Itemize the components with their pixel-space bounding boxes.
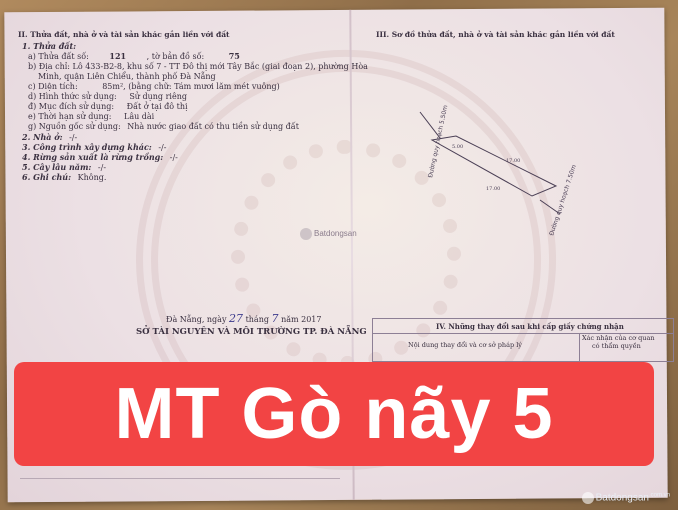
- watermark-logo-icon: [300, 228, 312, 240]
- issuing-authority: SỞ TÀI NGUYÊN VÀ MÔI TRƯỜNG TP. ĐÀ NẴNG: [136, 327, 367, 337]
- land-heading: 1. Thửa đất:: [22, 41, 77, 51]
- usage-form-label: d) Hình thức sử dụng:: [28, 92, 117, 101]
- top-dimension: 17.00: [506, 158, 521, 164]
- listing-banner: [14, 362, 654, 466]
- section-iii-title: III. Sơ đồ thửa đất, nhà ở và tài sản khác gắn liền với đất: [376, 30, 615, 39]
- changes-col-confirm-2: có thẩm quyền: [592, 342, 641, 350]
- usage-term-value: Lâu dài: [124, 112, 155, 121]
- section-ii-title: II. Thửa đất, nhà ở và tài sản khác gắn liền với đất: [18, 30, 230, 39]
- other-construction-row: 3. Công trình xây dựng khác: -/-: [22, 142, 167, 152]
- batdongsan-logo-icon: [582, 492, 594, 504]
- usage-purpose-value: Đất ở tại đô thị: [126, 102, 188, 111]
- sign-month-handwritten: 7: [271, 312, 279, 325]
- perennial-trees-row: 5. Cây lâu năm: -/-: [22, 162, 107, 172]
- area-value: 85m², (bằng chữ: Tám mươi lăm mét vuông): [102, 82, 280, 91]
- banner-text: MT Gò nãy 5: [114, 374, 554, 454]
- planted-forest-row: 4. Rừng sản xuất là rừng trồng: -/-: [22, 152, 178, 162]
- usage-form-value: Sử dụng riêng: [129, 92, 187, 101]
- usage-term-label: e) Thời hạn sử dụng:: [28, 112, 112, 121]
- bottom-right-watermark: Batdongsan$^{.com.vn}$: [582, 492, 670, 504]
- side-dimension: 5.00: [452, 144, 464, 150]
- changes-table-title: IV. Những thay đổi sau khi cấp giấy chứng nhận: [436, 322, 624, 331]
- center-watermark: Batdongsan: [300, 228, 357, 240]
- usage-origin-label: g) Nguồn gốc sử dụng:: [28, 122, 121, 131]
- notes-row: 6. Ghi chú: Không.: [22, 172, 107, 182]
- changes-col-content: Nội dung thay đổi và cơ sở pháp lý: [408, 341, 522, 349]
- map-sheet-label: , tờ bản đồ số:: [146, 52, 205, 61]
- sign-day-handwritten: 27: [229, 312, 244, 325]
- changes-col-confirm-1: Xác nhận của cơ quan: [582, 334, 655, 342]
- area-label: c) Diện tích:: [28, 82, 78, 91]
- parcel-number-label: a) Thửa đất số:: [28, 52, 89, 61]
- address-line-2: Minh, quận Liên Chiểu, thành phố Đà Nẵng: [38, 72, 216, 81]
- road-2-label: Đường quy hoạch 7.50m: [548, 164, 578, 237]
- house-row: 2. Nhà ở: -/-: [22, 132, 78, 142]
- usage-origin-value: Nhà nước giao đất có thu tiền sử dụng đất: [127, 122, 299, 131]
- map-sheet-value: 75: [228, 51, 240, 61]
- footer-line: [20, 478, 340, 479]
- usage-purpose-label: đ) Mục đích sử dụng:: [28, 102, 115, 111]
- address-line-1: b) Địa chỉ: Lô 433-B2-8, khu số 7 - TT Đô thị mới Tây Bắc (giai đoạn 2), phường Hòa: [28, 62, 368, 71]
- road-1-label: Đường quy hoạch 5.50m: [427, 104, 450, 179]
- parcel-number-value: 121: [109, 51, 127, 61]
- sign-date: Đà Nẵng, ngày 27 tháng 7 năm 2017: [166, 312, 322, 325]
- bottom-dimension: 17.00: [486, 186, 501, 192]
